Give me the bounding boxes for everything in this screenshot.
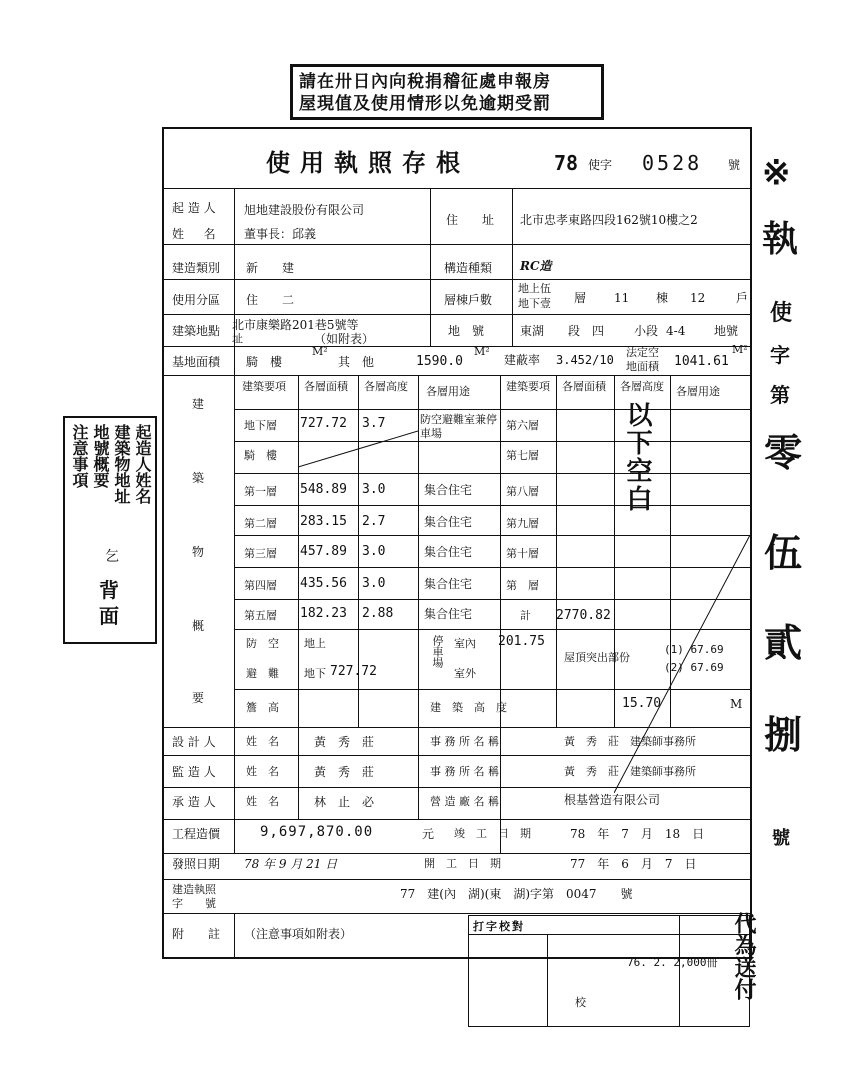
floor-3-area: 283.15 <box>300 514 347 529</box>
typist-box <box>468 915 750 1027</box>
cost-value: 9,697,870.00 <box>260 824 374 840</box>
h-height-left: 各層高度 <box>364 380 408 393</box>
issue-label: 發照日期 <box>172 857 221 871</box>
floor-5-height: 3.0 <box>362 576 386 591</box>
coverage-label: 建蔽率 <box>504 353 541 367</box>
floors-households: 12 <box>690 291 706 305</box>
h-use-left: 各層用途 <box>426 385 470 398</box>
supervisor-name-label: 姓 名 <box>246 765 279 778</box>
section-label-4: 要 <box>192 691 205 705</box>
floor-2-use: 集合住宅 <box>424 483 473 497</box>
done-label: 竣 工 日 期 <box>454 827 531 840</box>
side-note-box <box>63 416 157 644</box>
builder-label2: 姓 名 <box>172 227 216 241</box>
supervisor-office: 黃 秀 莊 建築師事務所 <box>564 765 696 778</box>
floor-4-area: 457.89 <box>300 544 347 559</box>
right-stamp: 代為送付 <box>731 912 757 1000</box>
right-margin-c9: 捌 <box>764 712 803 757</box>
right-floor-2: 第八層 <box>506 485 539 498</box>
lot-section: 東湖 <box>520 324 545 338</box>
start-label: 開 工 日 期 <box>424 857 501 870</box>
designer-name-label: 姓 名 <box>246 735 279 748</box>
base-annex: 騎 樓 <box>246 355 283 369</box>
floors-unit3: 戶 <box>736 291 749 305</box>
start-date: 77 年 6 月 7 日 <box>570 857 697 871</box>
builder-name1: 旭地建設股份有限公司 <box>244 203 365 217</box>
parking-in-value: 201.75 <box>498 634 545 649</box>
lot-sub: 小段 <box>634 324 659 338</box>
side-note-extra1: 乞 <box>105 549 119 565</box>
supervisor-label: 監 造 人 <box>172 765 216 779</box>
address-value: 北市忠孝東路四段162號10樓之2 <box>520 213 698 227</box>
contractor-name-label: 姓 名 <box>246 795 279 808</box>
page-title: 使用執照存根 <box>266 148 470 177</box>
right-margin-c6: 零 <box>764 430 803 475</box>
floor-4-name: 第三層 <box>244 547 277 560</box>
roof-label: 屋頂突出部份 <box>564 651 630 664</box>
designer-name: 黃 秀 莊 <box>314 735 375 749</box>
lot-label: 地 號 <box>448 324 485 338</box>
bh-value: 15.70 <box>622 696 662 711</box>
floors-below: 地下壹 <box>518 297 551 310</box>
base-label: 基地面積 <box>172 355 221 369</box>
floor-3-height: 2.7 <box>362 514 386 529</box>
lot-unit: 地號 <box>714 324 739 338</box>
notice-line1: 請在卅日內向稅捐稽征處申報房 <box>299 72 551 92</box>
permit-number: 0528 <box>642 151 703 175</box>
roof-v1: (1) 67.69 <box>664 643 724 656</box>
permit-label1: 建造執照 <box>172 883 216 896</box>
shelter-below: 地下 <box>304 667 326 680</box>
type-value: 新 建 <box>246 261 295 275</box>
h-item-left: 建築要項 <box>242 380 286 393</box>
supervisor-name: 黃 秀 莊 <box>314 765 375 779</box>
cost-label: 工程造價 <box>172 827 221 841</box>
structure-value: RC造 <box>520 259 552 273</box>
h-area-right: 各層面積 <box>562 380 606 393</box>
permit-value: 77 建(內 湖)(東 湖)字第 0047 號 <box>400 887 633 901</box>
section-label-3: 概 <box>192 619 205 633</box>
builder-label1: 起 造 人 <box>172 201 216 215</box>
bh-label: 建 築 高 度 <box>430 701 507 714</box>
stamp-date: 76. 2. 2,000冊 <box>627 956 718 969</box>
right-margin-c10: 號 <box>772 828 790 849</box>
h-use-right: 各層用途 <box>676 385 720 398</box>
builder-name2: 董事長：邱義 <box>244 227 317 241</box>
right-floor-5: 第 層 <box>506 579 539 592</box>
floor-2-name: 第一層 <box>244 485 277 498</box>
right-margin-c5: 第 <box>770 383 790 407</box>
legal-label2: 地面積 <box>626 360 659 373</box>
side-note-col4: 注意事項 <box>70 424 89 488</box>
floor-5-use: 集合住宅 <box>424 577 473 591</box>
prefix: 使字 <box>588 158 613 172</box>
floor-1-name: 騎 樓 <box>244 449 277 462</box>
shelter-label1: 防 空 <box>246 637 279 650</box>
floor-3-use: 集合住宅 <box>424 515 473 529</box>
floor-0-height: 3.7 <box>362 416 386 431</box>
floor-6-use: 集合住宅 <box>424 607 473 621</box>
legal-unit: M² <box>732 343 748 356</box>
designer-office-label: 事 務 所 名 稱 <box>430 735 499 748</box>
floor-0-area: 727.72 <box>300 416 347 431</box>
right-margin-c2: 執 <box>762 218 799 260</box>
eave-label: 簷 高 <box>246 701 279 714</box>
floor-6-name: 第五層 <box>244 609 277 622</box>
base-unit-m2: M² <box>312 345 328 358</box>
year: 78 <box>554 151 579 175</box>
remarks-value: （注意事項如附表） <box>244 927 353 941</box>
address-label: 住 址 <box>446 213 495 227</box>
floors-unit2: 棟 <box>656 291 669 305</box>
form <box>162 127 752 959</box>
floor-4-use: 集合住宅 <box>424 545 473 559</box>
floor-2-area: 548.89 <box>300 482 347 497</box>
side-note-col3: 地號概要 <box>91 424 110 488</box>
zone-value: 住 二 <box>246 293 295 307</box>
designer-label: 設 計 人 <box>172 735 216 749</box>
side-note-col2: 建築物地址 <box>112 424 131 504</box>
coverage-value: 3.452/10 <box>556 353 614 367</box>
right-margin-c1: ※ <box>762 153 791 193</box>
cost-unit: 元 <box>422 827 435 841</box>
parking-out: 室外 <box>454 667 476 680</box>
contractor-label: 承 造 人 <box>172 795 216 809</box>
typist-label: 打字校對 <box>473 920 525 933</box>
right-floor-0: 第六層 <box>506 419 539 432</box>
floor-5-name: 第四層 <box>244 579 277 592</box>
floors-count: 11 <box>614 291 630 305</box>
right-margin-c7: 伍 <box>764 530 803 575</box>
lot-seg: 段 四 <box>568 324 605 338</box>
remarks-label: 附 註 <box>172 927 221 941</box>
contractor-firm-label: 營 造 廠 名 稱 <box>430 795 499 808</box>
total-value: 2770.82 <box>556 608 611 623</box>
contractor-name: 林 止 必 <box>314 795 375 809</box>
section-label-2: 物 <box>192 545 205 559</box>
base-area: 1590.0 <box>416 354 463 369</box>
floor-0-use: 防空避難室兼停車場 <box>420 413 497 440</box>
site-value1: 北市康樂路201巷5號等 <box>232 318 359 332</box>
parking-label: 停車場 <box>431 635 444 668</box>
site-value2: （如附表） <box>314 332 375 346</box>
strike-line <box>298 429 418 469</box>
bh-unit: M <box>730 697 743 711</box>
designer-office: 黃 秀 莊 建築師事務所 <box>564 735 696 748</box>
right-floor-3: 第九層 <box>506 517 539 530</box>
right-floor-1: 第七層 <box>506 449 539 462</box>
floors-above: 地上伍 <box>518 282 551 295</box>
type-label: 建造類別 <box>172 261 221 275</box>
floor-0-name: 地下層 <box>244 419 277 432</box>
done-date: 78 年 7 月 18 日 <box>570 827 705 841</box>
base-area-unit: M² <box>474 345 490 358</box>
floor-4-height: 3.0 <box>362 544 386 559</box>
floors-label: 層棟戶數 <box>444 293 493 307</box>
floor-2-height: 3.0 <box>362 482 386 497</box>
legal-label1: 法定空 <box>626 346 659 359</box>
h-area-left: 各層面積 <box>304 380 348 393</box>
right-margin-c3: 使 <box>770 300 793 326</box>
h-item-right: 建築要項 <box>506 380 550 393</box>
lot-no: 4-4 <box>666 324 686 338</box>
h-height-right: 各層高度 <box>620 380 664 393</box>
floor-6-height: 2.88 <box>362 606 394 621</box>
right-margin-c4: 字 <box>770 343 790 367</box>
parking-in: 室內 <box>454 637 476 650</box>
issue-value: 78 年 9 月 21 日 <box>244 857 338 871</box>
contractor-firm: 根基營造有限公司 <box>564 793 661 807</box>
shelter-below-value: 727.72 <box>330 664 377 679</box>
side-note-extra2: 背 <box>99 578 119 602</box>
permit-label2: 字 號 <box>172 897 216 910</box>
legal-value: 1041.61 <box>674 354 729 369</box>
roof-v2: (2) 67.69 <box>664 661 724 674</box>
floors-unit1: 層 <box>574 291 587 305</box>
section-label-1: 築 <box>192 471 205 485</box>
shelter-label2: 避 難 <box>246 667 279 680</box>
suffix: 號 <box>728 158 741 172</box>
check-label: 校 <box>575 996 586 1009</box>
site-label: 建築地點 <box>172 324 221 338</box>
site-value1b: 址 <box>232 332 243 345</box>
supervisor-office-label: 事 務 所 名 稱 <box>430 765 499 778</box>
floor-3-name: 第二層 <box>244 517 277 530</box>
shelter-above: 地上 <box>304 637 326 650</box>
floor-6-area: 182.23 <box>300 606 347 621</box>
side-note-extra3: 面 <box>99 604 119 628</box>
notice-box <box>290 64 604 120</box>
right-margin-c8: 貳 <box>764 620 803 665</box>
blank-stamp: 以下空白 <box>622 401 652 513</box>
total-label: 計 <box>520 609 531 622</box>
section-label-0: 建 <box>192 397 205 411</box>
structure-label: 構造種類 <box>444 261 493 275</box>
notice-line2: 屋現值及使用情形以免逾期受罰 <box>299 94 551 114</box>
zone-label: 使用分區 <box>172 293 221 307</box>
base-other: 其 他 <box>338 355 375 369</box>
floor-5-area: 435.56 <box>300 576 347 591</box>
side-note-col1: 起造人姓名 <box>133 424 152 504</box>
right-floor-4: 第十層 <box>506 547 539 560</box>
